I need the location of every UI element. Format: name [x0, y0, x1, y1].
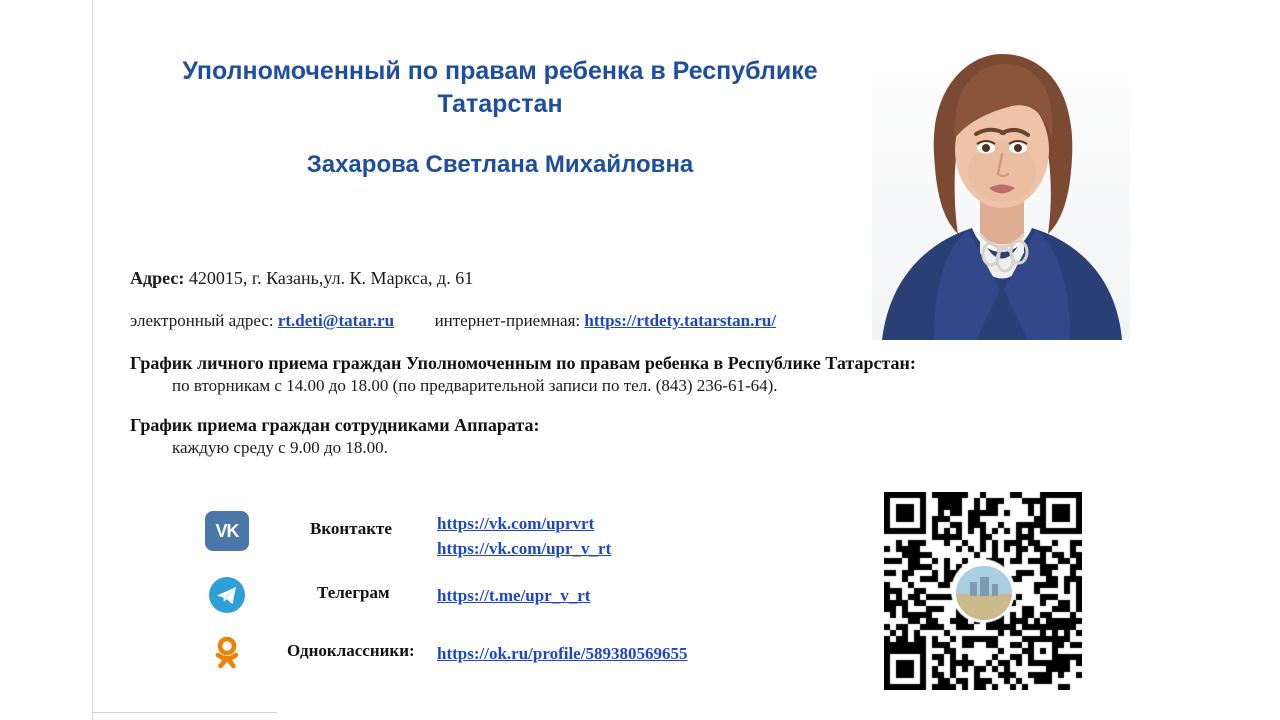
vk-label: Вконтакте [310, 519, 392, 538]
staff-schedule-heading: График приема граждан сотрудниками Аппарата: [130, 415, 540, 435]
reception-schedule-body: по вторникам с 14.00 до 18.00 (по предварительной записи по тел. (843) 236-61-64). [172, 376, 778, 395]
social-row-odnoklassniki [205, 627, 765, 685]
left-panel-divider [92, 0, 93, 720]
social-links [205, 505, 765, 685]
qr-logo-ground [956, 594, 1012, 620]
telegram-icon[interactable] [205, 575, 249, 615]
vk-link-1[interactable]: https://vk.com/uprvrt [437, 514, 595, 533]
qr-center-logo [954, 564, 1014, 622]
qr-code[interactable] [884, 492, 1082, 690]
vk-icon-glyph: VK [215, 520, 239, 541]
telegram-label: Телеграм [317, 583, 390, 602]
email-link[interactable]: rt.deti@tatar.ru [277, 311, 395, 330]
staff-schedule-body: каждую среду с 9.00 до 18.00. [172, 438, 388, 457]
social-row-telegram [205, 569, 765, 627]
qr-logo-building-1 [970, 582, 977, 596]
address-label: Адрес: [130, 268, 185, 288]
odnoklassniki-links [437, 641, 687, 666]
odnoklassniki-label: Одноклассники: [287, 641, 415, 660]
bottom-divider [92, 712, 277, 713]
telegram-links [437, 583, 590, 608]
reception-label: интернет-приемная: [434, 311, 581, 330]
qr-logo-building-2 [980, 577, 989, 596]
telegram-link-1[interactable]: https://t.me/upr_v_rt [437, 586, 591, 605]
vk-links [437, 511, 611, 561]
email-label: электронный адрес: [130, 311, 274, 330]
social-row-vk [205, 505, 765, 569]
address-row [130, 268, 473, 289]
vk-icon[interactable] [205, 511, 249, 551]
page-title [120, 55, 880, 179]
reception-schedule-heading: График личного приема граждан Уполномоченным по правам ребенка в Республике Татарстан: [130, 353, 916, 373]
title-line-2: Татарстан [437, 90, 563, 118]
portrait-photo [872, 22, 1130, 340]
address-value: 420015, г. Казань,ул. К. Маркса, д. 61 [184, 268, 474, 288]
odnoklassniki-link-1[interactable]: https://ok.ru/profile/589380569655 [437, 644, 688, 663]
odnoklassniki-icon[interactable] [205, 633, 249, 673]
contact-row [130, 311, 776, 331]
qr-logo-building-3 [992, 584, 998, 596]
official-name: Захарова Светлана Михайловна [306, 151, 694, 178]
title-line-1: Уполномоченный по правам ребенка в Республике [182, 57, 818, 85]
vk-link-2[interactable]: https://vk.com/upr_v_rt [437, 539, 612, 558]
reception-link[interactable]: https://rtdety.tatarstan.ru/ [584, 311, 777, 330]
